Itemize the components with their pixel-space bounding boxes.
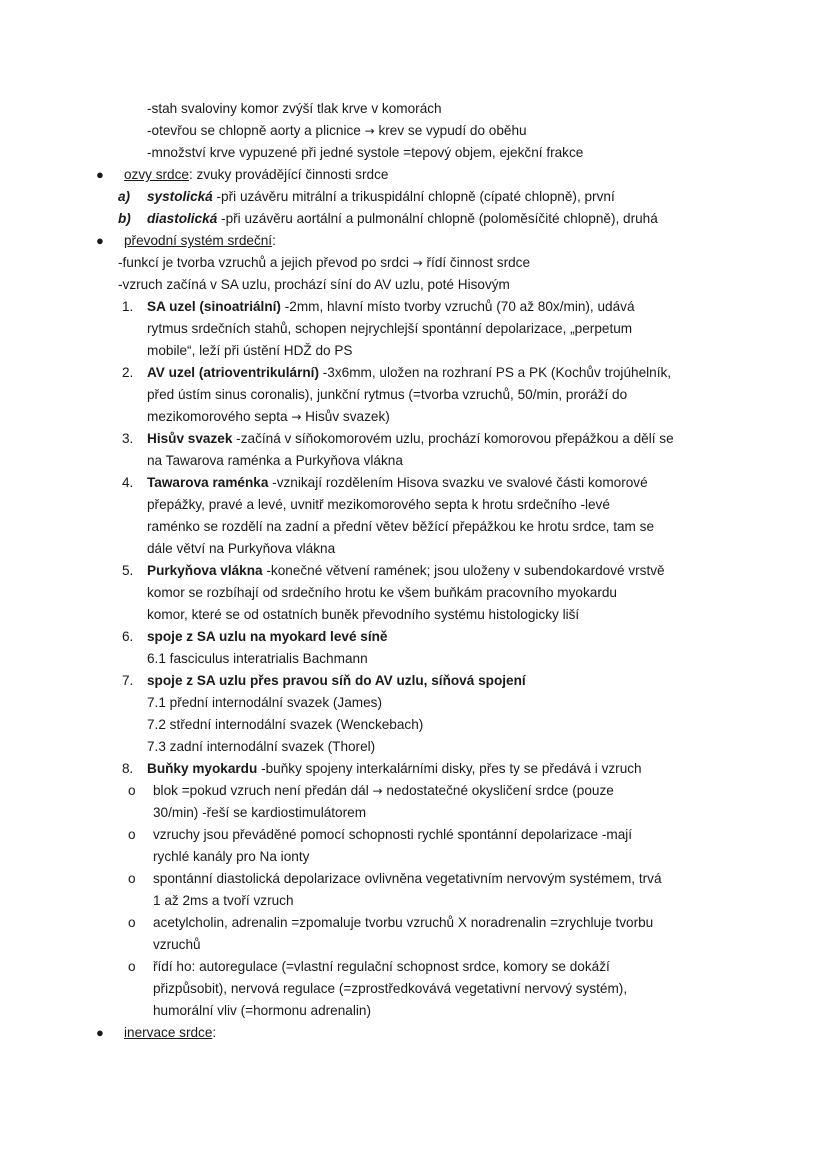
text-line: vzruchů: [153, 937, 201, 952]
text-line: řídí ho: autoregulace (=vlastní regulační schopnost srdce, komory se dokáží: [153, 959, 610, 974]
bullet-icon: ●: [96, 233, 104, 248]
text-line: před ústím sinus coronalis), junkční rytmus (=tvorba vzruchů, 50/min, proráží do: [147, 387, 628, 402]
text-line: -vzruch začíná v SA uzlu, prochází síní do AV uzlu, poté Hisovým: [118, 277, 510, 292]
list-number: 8.: [122, 761, 134, 776]
text-line: rytmus srdečních stahů, schopen nejrychlejší spontánní depolarizace, „perpetum: [147, 321, 633, 336]
text-line: diastolická -při uzávěru aortální a pulmonální chlopně (poloměsíčité chlopně), druhá: [147, 211, 658, 226]
list-item: Purkyňova vlákna -konečné větvení ramének; jsou uloženy v subendokardové vrstvě: [147, 563, 665, 578]
bullet-icon: ●: [96, 1025, 104, 1040]
text-line: komor, které se od ostatních buněk převodního systému histologicky liší: [147, 607, 580, 622]
section-ozvy: ozvy srdce: zvuky provádějící činnosti srdce: [124, 167, 389, 182]
list-item: spoje z SA uzlu na myokard levé síně: [147, 629, 388, 644]
list-label: b): [118, 211, 131, 226]
text-line: -otevřou se chlopně aorty a plicnice → krev se vypudí do oběhu: [147, 123, 527, 138]
text-line: humorální vliv (=hormonu adrenalin): [153, 1003, 371, 1018]
list-item: Buňky myokardu -buňky spojeny interkalárními disky, přes ty se předává i vzruch: [147, 761, 642, 776]
text-line: dále větví na Purkyňova vlákna: [147, 541, 336, 556]
text-line: 7.1 přední internodální svazek (James): [147, 695, 382, 710]
text-line: 7.3 zadní internodální svazek (Thorel): [147, 739, 376, 754]
text-line: spontánní diastolická depolarizace ovlivněna vegetativním nervovým systémem, trvá: [153, 871, 662, 886]
arrow-icon: →: [364, 124, 375, 138]
arrow-icon: →: [412, 256, 423, 270]
circle-bullet-icon: o: [128, 959, 136, 974]
list-number: 7.: [122, 673, 134, 688]
text-line: acetylcholin, adrenalin =zpomaluje tvorbu vzruchů X noradrenalin =zrychluje tvorbu: [153, 915, 654, 930]
text-line: přepážky, pravé a levé, uvnitř mezikomorového septa k hrotu srdečního -levé: [147, 497, 610, 512]
circle-bullet-icon: o: [128, 827, 136, 842]
arrow-icon: →: [291, 410, 302, 424]
text-line: 7.2 střední internodální svazek (Wenckebach): [147, 717, 424, 732]
list-number: 1.: [122, 299, 134, 314]
text-line: -množství krve vypuzené při jedné systole =tepový objem, ejekční frakce: [147, 145, 584, 160]
text-line: vzruchy jsou převáděné pomocí schopnosti rychlé spontánní depolarizace -mají: [153, 827, 633, 842]
text-line: komor se rozbíhají od srdečního hrotu ke všem buňkám pracovního myokardu: [147, 585, 617, 600]
text-line: raménko se rozdělí na zadní a přední větev běžící přepážkou ke hrotu srdce, tam se: [147, 519, 655, 534]
circle-bullet-icon: o: [128, 915, 136, 930]
text-line: mezikomorového septa → Hisův svazek): [147, 409, 390, 424]
list-number: 4.: [122, 475, 134, 490]
text-line: systolická -při uzávěru mitrální a trikuspidální chlopně (cípaté chlopně), první: [147, 189, 615, 204]
list-number: 6.: [122, 629, 134, 644]
text-line: -stah svaloviny komor zvýší tlak krve v komorách: [147, 101, 442, 116]
text-line: rychlé kanály pro Na ionty: [153, 849, 310, 864]
circle-bullet-icon: o: [128, 783, 136, 798]
list-number: 3.: [122, 431, 134, 446]
arrow-icon: →: [372, 784, 383, 798]
list-item: spoje z SA uzlu přes pravou síň do AV uzlu, síňová spojení: [147, 673, 526, 688]
list-number: 5.: [122, 563, 134, 578]
bullet-icon: ●: [96, 167, 104, 182]
text-line: 30/min) -řeší se kardiostimulátorem: [153, 805, 367, 820]
list-item: AV uzel (atrioventrikulární) -3x6mm, uložen na rozhraní PS a PK (Kochův trojúhelník,: [147, 365, 672, 380]
text-line: na Tawarova raménka a Purkyňova vlákna: [147, 453, 403, 468]
text-line: 6.1 fasciculus interatrialis Bachmann: [147, 651, 368, 666]
list-item: Hisův svazek -začíná v síňokomorovém uzlu, prochází komorovou přepážkou a dělí se: [147, 431, 674, 446]
list-item: SA uzel (sinoatriální) -2mm, hlavní místo tvorby vzruchů (70 až 80x/min), udává: [147, 299, 635, 314]
section-prevodni: převodní systém srdeční:: [124, 233, 276, 248]
list-label: a): [118, 189, 131, 204]
text-line: 1 až 2ms a tvoří vzruch: [153, 893, 294, 908]
section-inervace: inervace srdce:: [124, 1025, 217, 1040]
text-line: blok =pokud vzruch není předán dál → nedostatečné okysličení srdce (pouze: [153, 783, 614, 798]
text-line: -funkcí je tvorba vzruchů a jejich převod po srdci → řídí činnost srdce: [118, 255, 531, 270]
list-number: 2.: [122, 365, 134, 380]
list-item: Tawarova raménka -vznikají rozdělením Hisova svazku ve svalové části komorové: [147, 475, 648, 490]
text-line: přizpůsobit), nervová regulace (=zprostředkovává vegetativní nervový systém),: [153, 981, 628, 996]
circle-bullet-icon: o: [128, 871, 136, 886]
text-line: mobile“, leží při ústění HDŽ do PS: [147, 343, 353, 358]
